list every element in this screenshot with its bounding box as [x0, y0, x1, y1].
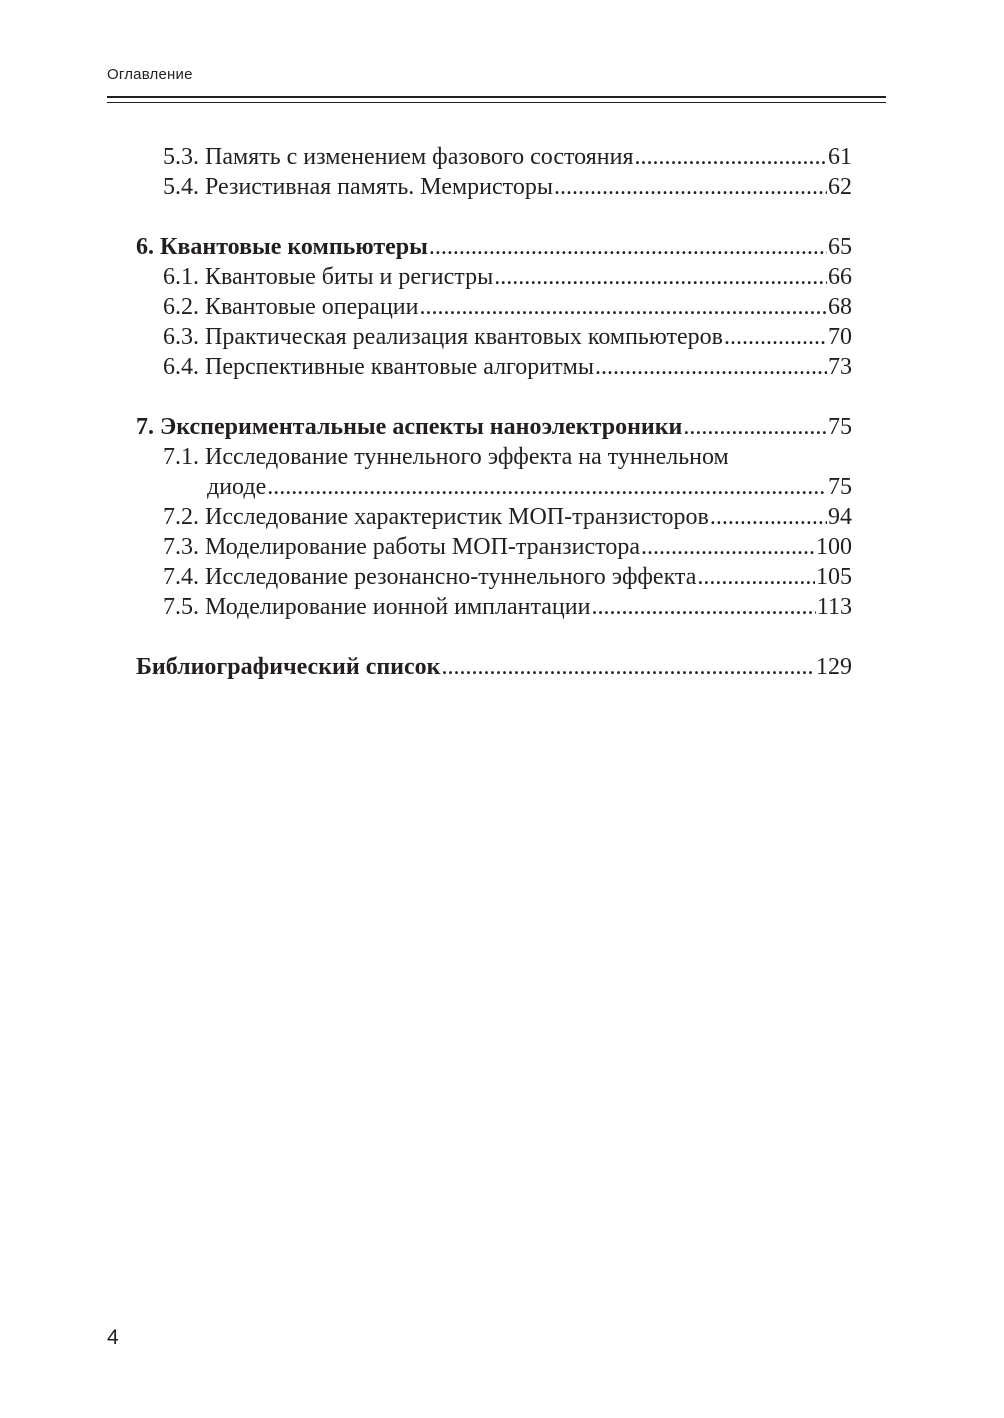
dot-leader — [429, 232, 827, 262]
dot-leader — [595, 352, 827, 382]
toc-entry-page: 105 — [816, 564, 852, 590]
toc-chapter-title: Библиографический список — [136, 654, 441, 680]
dot-leader — [554, 172, 827, 202]
toc-entry-page: 68 — [828, 294, 852, 320]
dot-leader — [419, 292, 827, 322]
toc-entry-title: 7.5. Моделирование ионной имплантации — [163, 594, 591, 620]
toc-entry-page: 61 — [828, 144, 852, 170]
toc-entry-title: 5.3. Память с изменением фазового состояния — [163, 144, 634, 170]
toc-entry-6-3[interactable] — [136, 322, 852, 352]
toc-entry-title: 5.4. Резистивная память. Мемристоры — [163, 174, 553, 200]
dot-leader — [634, 142, 827, 172]
toc-entry-page: 66 — [828, 264, 852, 290]
running-header: Оглавление — [107, 66, 193, 83]
toc-entry-7-2[interactable] — [136, 502, 852, 532]
toc-entry-7-3[interactable] — [136, 532, 852, 562]
dot-leader — [683, 412, 827, 442]
header-rule-thin — [107, 102, 886, 103]
toc-entry-6-1[interactable] — [136, 262, 852, 292]
dot-leader — [724, 322, 827, 352]
toc-section-5-continued — [136, 142, 852, 202]
toc-chapter-title: 7. Экспериментальные аспекты наноэлектроники — [136, 414, 683, 440]
toc-chapter-title: 6. Квантовые компьютеры — [136, 234, 428, 260]
toc-entry-title-continuation: диоде — [207, 474, 267, 500]
page-number: 4 — [107, 1326, 119, 1349]
dot-leader — [641, 532, 815, 562]
toc-chapter-6-heading[interactable] — [136, 232, 852, 262]
toc-entry-title: 7.4. Исследование резонансно-туннельного эффекта — [163, 564, 697, 590]
toc-entry-title: 6.1. Квантовые биты и регистры — [163, 264, 494, 290]
toc-bibliography-heading[interactable] — [136, 652, 852, 682]
toc-entry-5-3[interactable] — [136, 142, 852, 172]
dot-leader — [710, 502, 827, 532]
toc-entry-page: 73 — [828, 354, 852, 380]
header-rule-thick — [107, 96, 886, 98]
toc-entry-6-2[interactable] — [136, 292, 852, 322]
toc-entry-page: 75 — [828, 474, 852, 500]
toc-entry-title: 7.1. Исследование туннельного эффекта на туннельном — [163, 444, 729, 470]
toc-entry-title: 6.3. Практическая реализация квантовых компьютеров — [163, 324, 723, 350]
toc-entry-title: 6.4. Перспективные квантовые алгоритмы — [163, 354, 594, 380]
toc-entry-page: 62 — [828, 174, 852, 200]
toc-entry-7-5[interactable] — [136, 592, 852, 622]
toc-entry-7-1-continuation[interactable] — [136, 472, 852, 502]
toc-entry-7-4[interactable] — [136, 562, 852, 592]
toc-entry-6-4[interactable] — [136, 352, 852, 382]
toc-entry-title: 7.3. Моделирование работы МОП-транзистора — [163, 534, 640, 560]
dot-leader — [267, 472, 827, 502]
toc-chapter-7 — [136, 412, 852, 622]
toc-entry-page: 94 — [828, 504, 852, 530]
toc-chapter-page: 75 — [828, 414, 852, 440]
dot-leader — [494, 262, 827, 292]
toc-entry-page: 100 — [816, 534, 852, 560]
toc-chapter-page: 129 — [816, 654, 852, 680]
toc-chapter-7-heading[interactable] — [136, 412, 852, 442]
toc-entry-page: 113 — [816, 594, 852, 620]
table-of-contents — [136, 142, 852, 712]
toc-chapter-6 — [136, 232, 852, 382]
toc-entry-page: 70 — [828, 324, 852, 350]
toc-entry-5-4[interactable] — [136, 172, 852, 202]
toc-entry-title: 7.2. Исследование характеристик МОП-транзисторов — [163, 504, 709, 530]
toc-entry-title: 6.2. Квантовые операции — [163, 294, 419, 320]
dot-leader — [697, 562, 815, 592]
toc-chapter-page: 65 — [828, 234, 852, 260]
dot-leader — [591, 592, 815, 622]
dot-leader — [441, 652, 815, 682]
toc-bibliography — [136, 652, 852, 682]
toc-entry-7-1[interactable] — [136, 442, 852, 472]
